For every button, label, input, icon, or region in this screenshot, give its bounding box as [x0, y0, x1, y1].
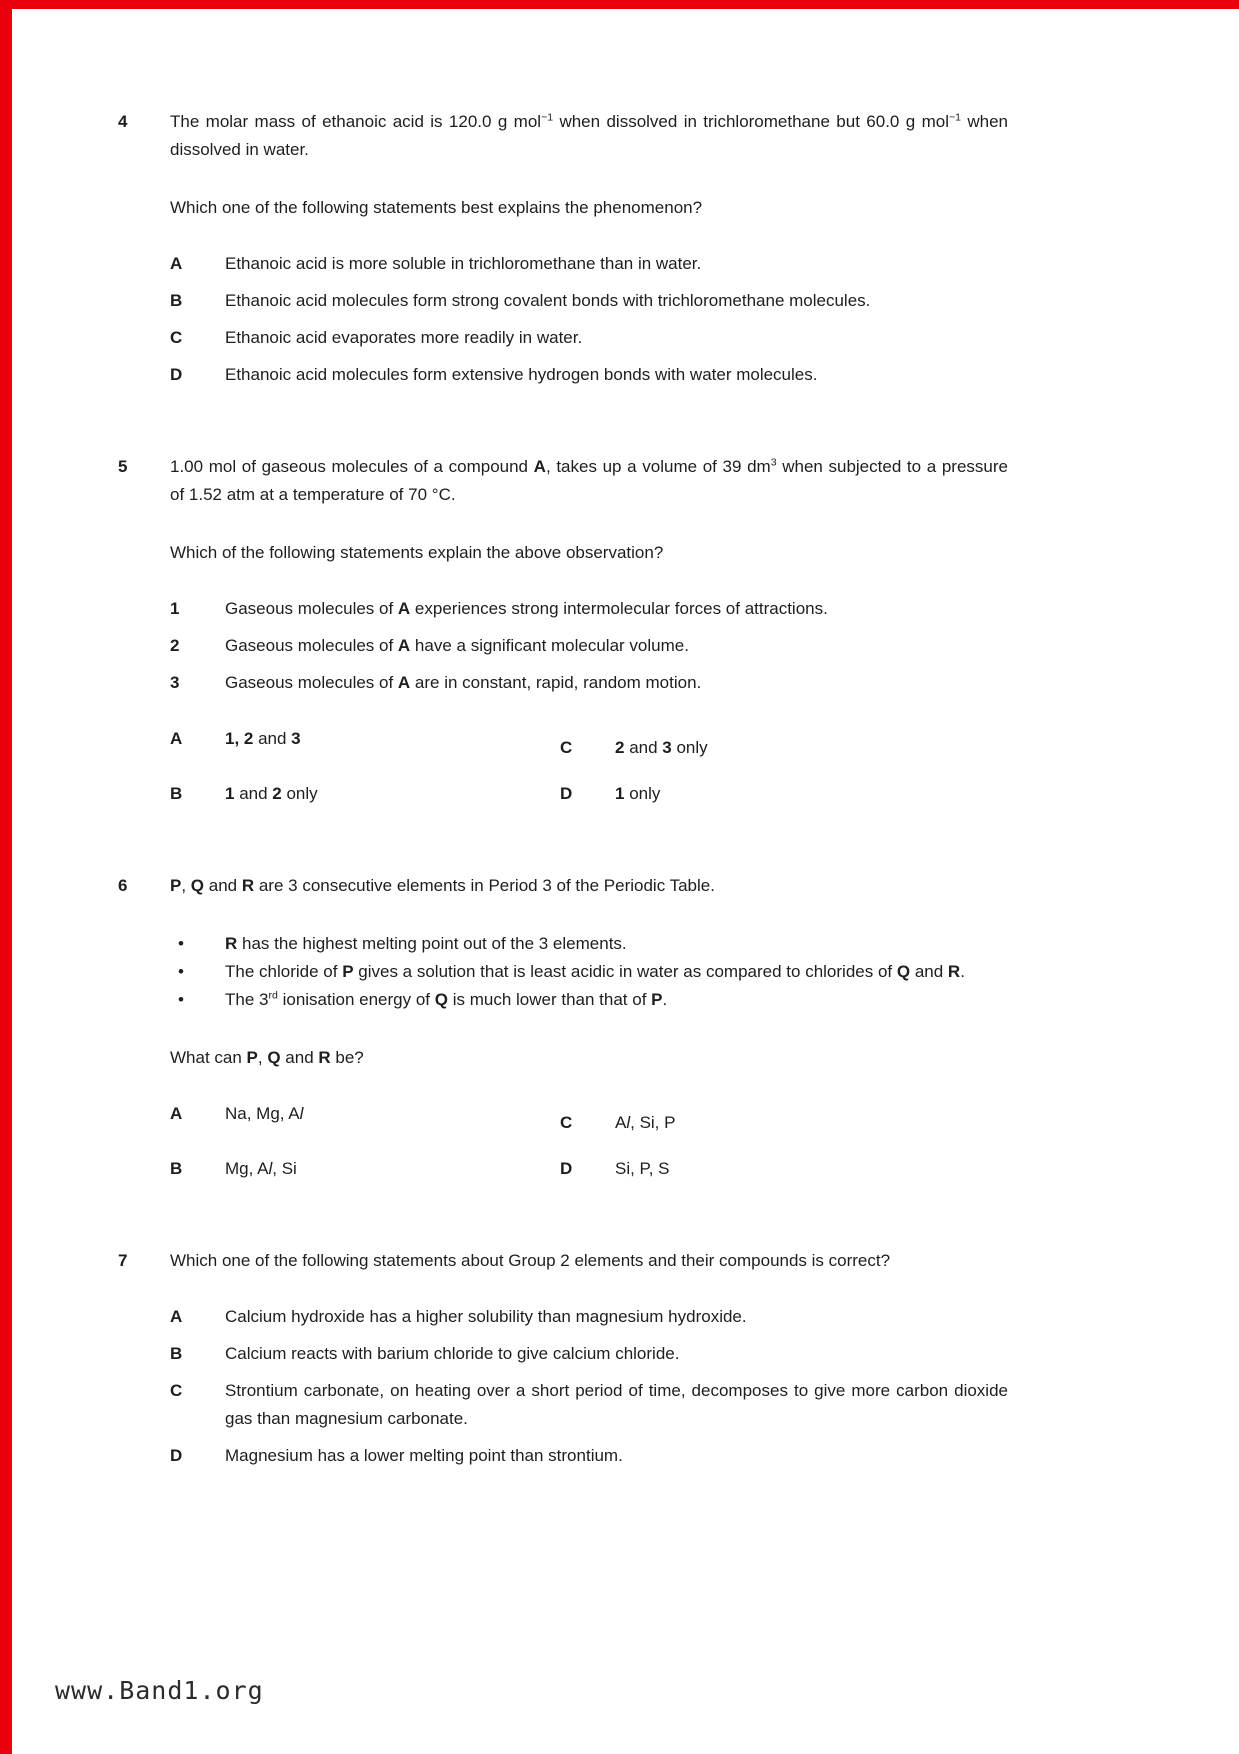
clue-3	[170, 986, 1008, 1014]
question-number: 7	[118, 1251, 128, 1270]
question-4	[118, 108, 1008, 389]
option-a	[170, 250, 1008, 278]
question-prompt: Which of the following statements explain the above observation?	[170, 543, 664, 562]
options-grid	[170, 725, 1008, 808]
option-text: 2 and 3 only	[615, 738, 708, 757]
option-d	[560, 780, 1008, 808]
option-letter: B	[170, 291, 183, 310]
option-letter: D	[560, 1159, 573, 1178]
option-text: Mg, Al, Si	[225, 1159, 297, 1178]
options-list	[170, 1303, 1008, 1470]
clue-text: R has the highest melting point out of the 3 elements.	[225, 934, 627, 953]
option-letter: A	[170, 729, 183, 748]
option-c	[560, 1109, 1008, 1137]
option-b	[170, 287, 1008, 315]
question-number: 6	[118, 876, 128, 895]
option-letter: C	[170, 328, 183, 347]
question-prompt: Which one of the following statements best explains the phenomenon?	[170, 198, 703, 217]
question-6	[118, 872, 1008, 1183]
question-text: 1.00 mol of gaseous molecules of a compound A, takes up a volume of 39 $dm^3$ when subjected to a pressure of 1.52 atm at a temperature of 70 °C.	[170, 456, 1008, 504]
option-letter: D	[170, 1446, 183, 1465]
option-d	[170, 361, 1008, 389]
option-text: 1, 2 and 3	[225, 729, 301, 748]
option-text: Ethanoic acid evaporates more readily in water.	[225, 328, 583, 347]
bullet-icon: •	[178, 962, 184, 981]
option-text: Al, Si, P	[615, 1113, 676, 1132]
options-list	[170, 250, 1008, 389]
option-letter: A	[170, 1104, 183, 1123]
statement-text: Gaseous molecules of A are in constant, rapid, random motion.	[225, 673, 702, 692]
option-letter: C	[560, 738, 573, 757]
option-letter: A	[170, 1307, 183, 1326]
option-letter: C	[560, 1113, 573, 1132]
statement-number: 1	[170, 599, 180, 618]
option-text: Si, P, S	[615, 1159, 670, 1178]
clue-text: The chloride of P gives a solution that is least acidic in water as compared to chlorides of Q and R.	[225, 962, 965, 981]
clue-1	[170, 930, 1008, 958]
question-5	[118, 453, 1008, 808]
option-letter: C	[170, 1381, 183, 1400]
option-c	[170, 1377, 1008, 1433]
option-letter: B	[170, 1344, 183, 1363]
question-text: P, Q and R are 3 consecutive elements in Period 3 of the Periodic Table.	[170, 876, 715, 895]
option-c	[560, 734, 1008, 762]
option-text: 1 only	[615, 784, 661, 803]
questions-area	[118, 108, 1008, 1470]
option-b	[170, 780, 560, 808]
option-text: Na, Mg, Al	[225, 1104, 304, 1123]
bullet-icon: •	[178, 990, 184, 1009]
option-text: Calcium reacts with barium chloride to give calcium chloride.	[225, 1344, 680, 1363]
statement-3	[170, 669, 1008, 697]
clues-list	[170, 930, 1008, 1014]
watermark: www.Band1.org	[55, 1676, 264, 1705]
option-text: Ethanoic acid molecules form extensive hydrogen bonds with water molecules.	[225, 365, 818, 384]
clue-2	[170, 958, 1008, 986]
bullet-icon: •	[178, 934, 184, 953]
option-letter: A	[170, 254, 183, 273]
option-text: 1 and 2 only	[225, 784, 318, 803]
question-number: 5	[118, 457, 128, 476]
option-a	[170, 725, 560, 762]
clue-text: The 3rd ionisation energy of Q is much lower than that of P.	[225, 989, 668, 1009]
red-border-left	[0, 0, 12, 1754]
option-text: Magnesium has a lower melting point than strontium.	[225, 1446, 623, 1465]
red-border-top	[0, 0, 1239, 9]
option-d	[560, 1155, 1008, 1183]
option-b	[170, 1340, 1008, 1368]
statement-text: Gaseous molecules of A experiences strong intermolecular forces of attractions.	[225, 599, 828, 618]
option-text: Ethanoic acid is more soluble in trichloromethane than in water.	[225, 254, 702, 273]
option-letter: D	[170, 365, 183, 384]
option-text: Ethanoic acid molecules form strong covalent bonds with trichloromethane molecules.	[225, 291, 871, 310]
statement-1	[170, 595, 1008, 623]
statement-text: Gaseous molecules of A have a significant molecular volume.	[225, 636, 689, 655]
question-number: 4	[118, 112, 128, 131]
option-text: Strontium carbonate, on heating over a short period of time, decomposes to give more carbon dioxide gas than magnesium carbonate.	[225, 1381, 1008, 1428]
option-letter: B	[170, 784, 183, 803]
question-text: The molar mass of ethanoic acid is 120.0 g mol$^{-1}$ when dissolved in trichloromethane but 60.0 g mol$^{-1}$ when dissolved in water.	[170, 111, 1008, 159]
option-b	[170, 1155, 560, 1183]
option-letter: B	[170, 1159, 183, 1178]
question-7	[118, 1247, 1008, 1470]
statement-number: 2	[170, 636, 180, 655]
option-a	[170, 1100, 560, 1137]
option-d	[170, 1442, 1008, 1470]
option-c	[170, 324, 1008, 352]
option-text: Calcium hydroxide has a higher solubility than magnesium hydroxide.	[225, 1307, 747, 1326]
statements-list	[170, 595, 1008, 697]
statement-2	[170, 632, 1008, 660]
question-prompt: What can P, Q and R be?	[170, 1048, 364, 1067]
option-letter: D	[560, 784, 573, 803]
question-text: Which one of the following statements about Group 2 elements and their compounds is correct?	[170, 1251, 891, 1270]
options-grid	[170, 1100, 1008, 1183]
statement-number: 3	[170, 673, 180, 692]
option-a	[170, 1303, 1008, 1331]
